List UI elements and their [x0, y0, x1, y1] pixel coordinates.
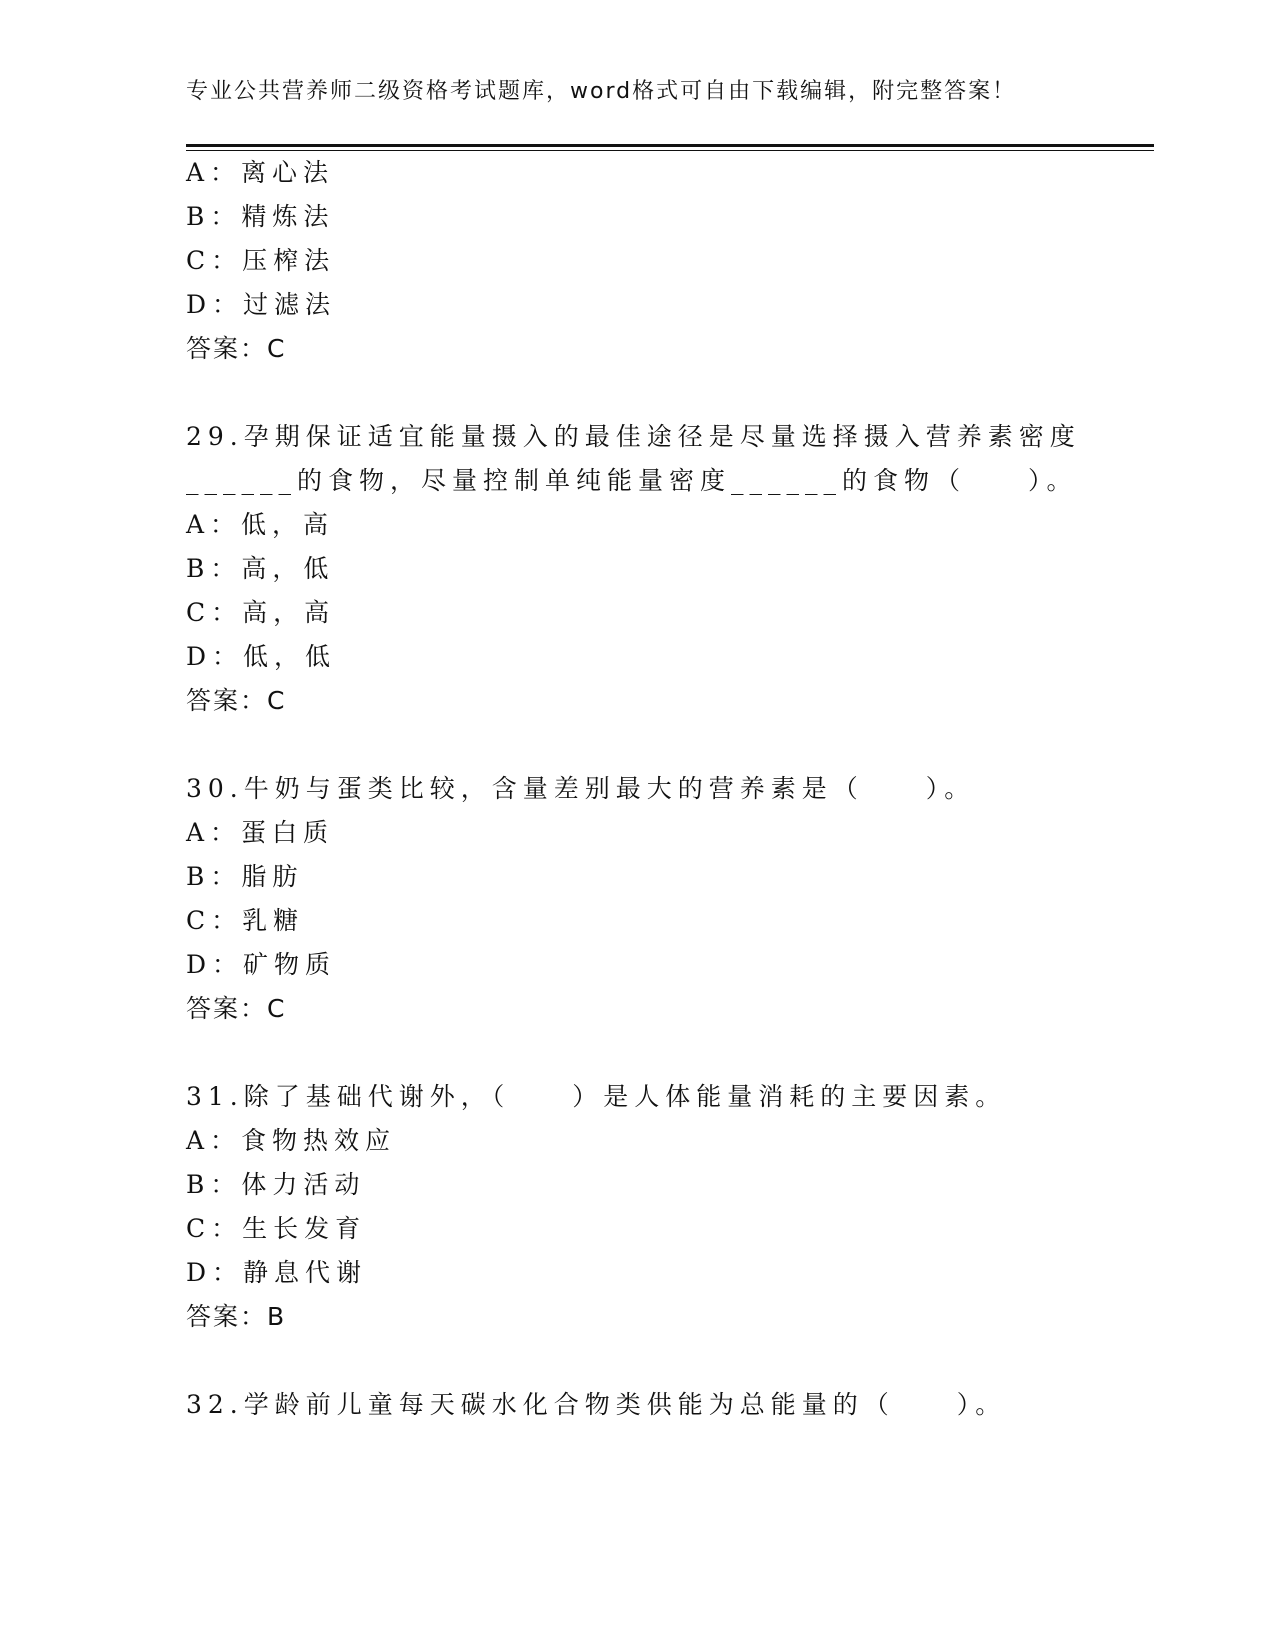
- option-c: C：高，高: [186, 598, 336, 627]
- option-a: A：离心法: [186, 158, 335, 187]
- option-c: C：乳糖: [186, 906, 305, 935]
- answer: 答案：C: [186, 994, 287, 1023]
- option-c: C：生长发育: [186, 1214, 367, 1243]
- option-a: A：蛋白质: [186, 818, 335, 847]
- option-b: B：脂肪: [186, 862, 304, 891]
- option-a: A：食物热效应: [186, 1126, 397, 1155]
- question-stem-continued: ______的食物，尽量控制单纯能量密度______的食物（ ）。: [186, 466, 1078, 495]
- option-c: C：压榨法: [186, 246, 336, 275]
- question-stem: 29.孕期保证适宜能量摄入的最佳途径是尽量选择摄入营养素密度: [186, 422, 1081, 451]
- page-header: 专业公共营养师二级资格考试题库，word格式可自由下载编辑，附完整答案！: [186, 79, 1017, 104]
- option-b: B：高，低: [186, 554, 335, 583]
- question-stem: 32.学龄前儿童每天碳水化合物类供能为总能量的（ ）。: [186, 1390, 1007, 1419]
- option-d: D：低，低: [186, 642, 337, 671]
- question-stem: 31.除了基础代谢外，（ ）是人体能量消耗的主要因素。: [186, 1082, 1007, 1111]
- question-stem: 30.牛奶与蛋类比较，含量差别最大的营养素是（ ）。: [186, 774, 976, 803]
- option-b: B：体力活动: [186, 1170, 366, 1199]
- answer: 答案：C: [186, 334, 287, 363]
- option-d: D：过滤法: [186, 290, 337, 319]
- option-b: B：精炼法: [186, 202, 335, 231]
- option-d: D：矿物质: [186, 950, 337, 979]
- answer: 答案：C: [186, 686, 287, 715]
- header-rule-thick: [186, 144, 1154, 147]
- option-a: A：低，高: [186, 510, 335, 539]
- option-d: D：静息代谢: [186, 1258, 368, 1287]
- answer: 答案：B: [186, 1302, 287, 1331]
- header-rule-thin: [186, 150, 1154, 151]
